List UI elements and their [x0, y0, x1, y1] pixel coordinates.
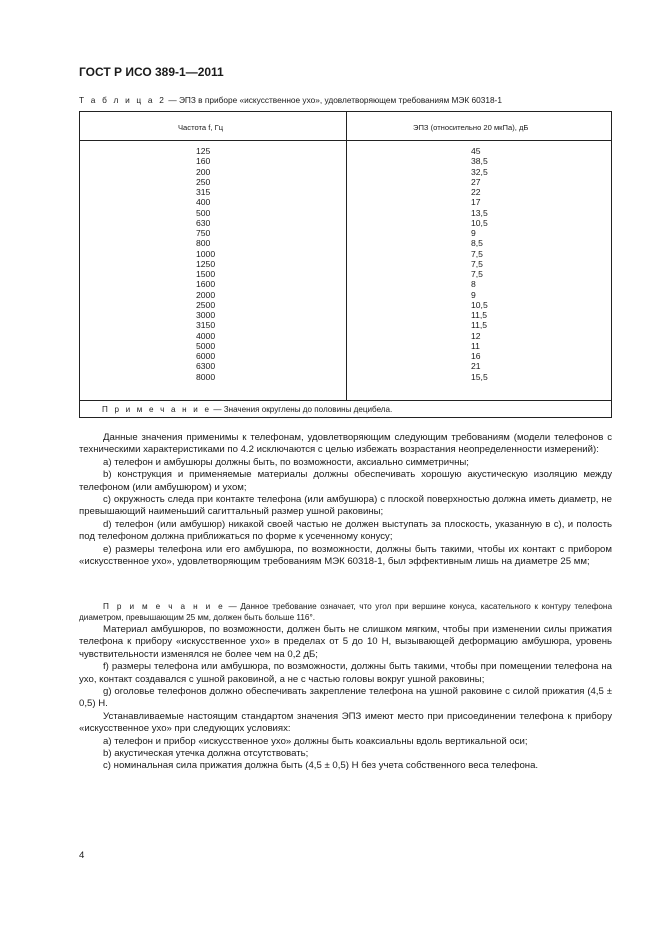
- epz-cell: 7,5: [471, 248, 483, 259]
- frequency-cell: 3000: [196, 310, 216, 320]
- epz-cell: 12: [471, 330, 481, 341]
- epz-cell: 8: [471, 279, 476, 290]
- paragraph: c) окружность следа при контакте телефона (или амбушюра) с плоской поверхностью должна иметь диаметр, не превышающий наименьший сагиттальный размер ушной раковины;: [79, 494, 612, 518]
- epz-cell: 16: [471, 351, 481, 361]
- table-caption-text: — ЭПЗ в приборе «искусственное ухо», удовлетворяющем требованиям МЭК 60318-1: [166, 95, 502, 105]
- frequency-cell: 125: [196, 146, 211, 156]
- conditions-text: [79, 624, 612, 773]
- paragraph: d) телефон (или амбушюр) никакой своей частью не должен выступать за плоскость, указанную в с), и полость под телефоном должна приближаться по форме к усеченному конусу;: [79, 518, 612, 543]
- frequency-cell: 250: [196, 176, 211, 187]
- frequency-cell: 630: [196, 217, 211, 228]
- table-caption-label: Т а б л и ц а 2: [79, 95, 167, 105]
- epz-cell: 9: [471, 228, 476, 238]
- table-note-divider: [80, 400, 611, 401]
- epz-cell: 11: [471, 340, 480, 351]
- paragraph: e) размеры телефона или его амбушюра, по возможности, должны быть такими, чтобы их контакт с прибором «искусственное ухо», удовлетворяющим требованиям МЭК 60318-1, был эффективным лишь на диаметре 25 мм;: [79, 543, 612, 568]
- requirement-note: [79, 601, 612, 623]
- frequency-cell: 1500: [196, 269, 216, 279]
- epz-cell: 32,5: [471, 166, 488, 177]
- frequency-cell: 800: [196, 238, 211, 249]
- frequency-cell: 8000: [196, 371, 216, 382]
- epz-cell: 7,5: [471, 269, 483, 279]
- frequency-cell: 750: [196, 228, 211, 238]
- epz-cell: 10,5: [471, 217, 488, 228]
- table-note-text: — Значения округлены до половины децибела.: [211, 405, 393, 414]
- epz-cell: 7,5: [471, 258, 483, 269]
- table-note-label: П р и м е ч а н и е: [102, 405, 212, 414]
- frequency-cell: 160: [196, 156, 211, 167]
- epz-cell: 13,5: [471, 207, 488, 218]
- frequency-cell: 315: [196, 187, 211, 197]
- epz-cell: 45: [471, 146, 481, 156]
- table-caption: [79, 95, 502, 105]
- frequency-cell: 1000: [196, 248, 216, 259]
- epz-cell: 17: [471, 197, 481, 208]
- frequency-cell: 2000: [196, 289, 216, 300]
- paragraph: b) конструкция и применяемые материалы должны обеспечивать хорошую акустическую изоляцию между телефоном (или амбушюром) и ухом;: [79, 469, 612, 493]
- table-header-epz: ЭПЗ (относительно 20 мкПа), дБ: [413, 123, 529, 132]
- epz-cell: 10,5: [471, 299, 488, 310]
- frequency-cell: 4000: [196, 330, 216, 341]
- epz-cell: 27: [471, 176, 481, 187]
- frequency-cell: 200: [196, 166, 211, 177]
- note-text: — Данное требование означает, что угол при вершине конуса, касательного к контуру телефона диаметром, превышающим 25 мм, должен быть больше 116°.: [79, 602, 613, 622]
- epz-column: [471, 146, 511, 382]
- paragraph: a) телефон и амбушюры должны быть, по возможности, аксиально симметричны;: [103, 456, 469, 468]
- paragraph: b) акустическая утечка должна отсутствовать;: [103, 748, 309, 760]
- frequency-cell: 5000: [196, 340, 216, 351]
- page-number: 4: [79, 850, 85, 861]
- requirements-text: [79, 432, 612, 568]
- note-label: П р и м е ч а н и е: [103, 602, 225, 611]
- frequency-cell: 6300: [196, 361, 216, 372]
- epz-cell: 22: [471, 187, 481, 197]
- epz-cell: 21: [471, 361, 481, 372]
- frequency-cell: 500: [196, 207, 211, 218]
- epz-cell: 15,5: [471, 371, 488, 382]
- frequency-cell: 1600: [196, 279, 216, 290]
- paragraph: f) размеры телефона или амбушюра, по возможности, должны быть такими, чтобы при помещении телефона на ухо, контакт создавался с ушной раковиной, а не с частью головы вокруг ушной раковины;: [79, 661, 612, 685]
- paragraph: Данные значения применимы к телефонам, удовлетворяющим следующим требованиям (модели телефонов с техническими характеристиками по 4.2 исключаются с целью избежать возрастания неопределенности измерений):: [79, 432, 612, 456]
- paragraph: c) номинальная сила прижатия должна быть (4,5 ± 0,5) Н без учета собственного веса телефона.: [103, 760, 539, 772]
- table-header-frequency: Частота f, Гц: [178, 123, 224, 132]
- epz-cell: 9: [471, 289, 476, 300]
- frequency-cell: 1250: [196, 258, 216, 269]
- epz-cell: 11,5: [471, 310, 488, 320]
- epz-cell: 11,5: [471, 320, 488, 331]
- table-header-divider: [80, 140, 611, 141]
- paragraph: Материал амбушюров, по возможности, должен быть не слишком мягким, чтобы при изменении силы прижатия телефона к прибору «искусственное ухо» в пределах от 5 до 10 Н, вызывающей деформацию амбушюра, уровень чувствительности изменялся не более чем на 0,2 дБ;: [79, 624, 612, 660]
- note-paragraph: [79, 601, 612, 623]
- frequency-cell: 400: [196, 197, 211, 208]
- paragraph: a) телефон и прибор «искусственное ухо» должны быть коаксиальны вдоль вертикальной оси;: [103, 735, 528, 747]
- frequency-cell: 2500: [196, 299, 216, 310]
- epz-cell: 8,5: [471, 238, 483, 249]
- table-column-divider: [346, 112, 347, 400]
- paragraph: Устанавливаемые настоящим стандартом значения ЭПЗ имеют место при присоединении телефона к прибору «искусственное ухо» при следующих условиях:: [79, 710, 612, 735]
- paragraph: g) оголовье телефонов должно обеспечивать закрепление телефона на ушной раковине с силой прижатия (4,5 ± 0,5) Н.: [79, 686, 612, 710]
- frequency-cell: 6000: [196, 351, 216, 361]
- table-note: [102, 405, 392, 414]
- document-header: ГОСТ Р ИСО 389-1—2011: [79, 65, 224, 79]
- frequency-column: [196, 146, 230, 382]
- epz-table: [79, 111, 612, 418]
- epz-cell: 38,5: [471, 156, 488, 167]
- frequency-cell: 3150: [196, 320, 216, 331]
